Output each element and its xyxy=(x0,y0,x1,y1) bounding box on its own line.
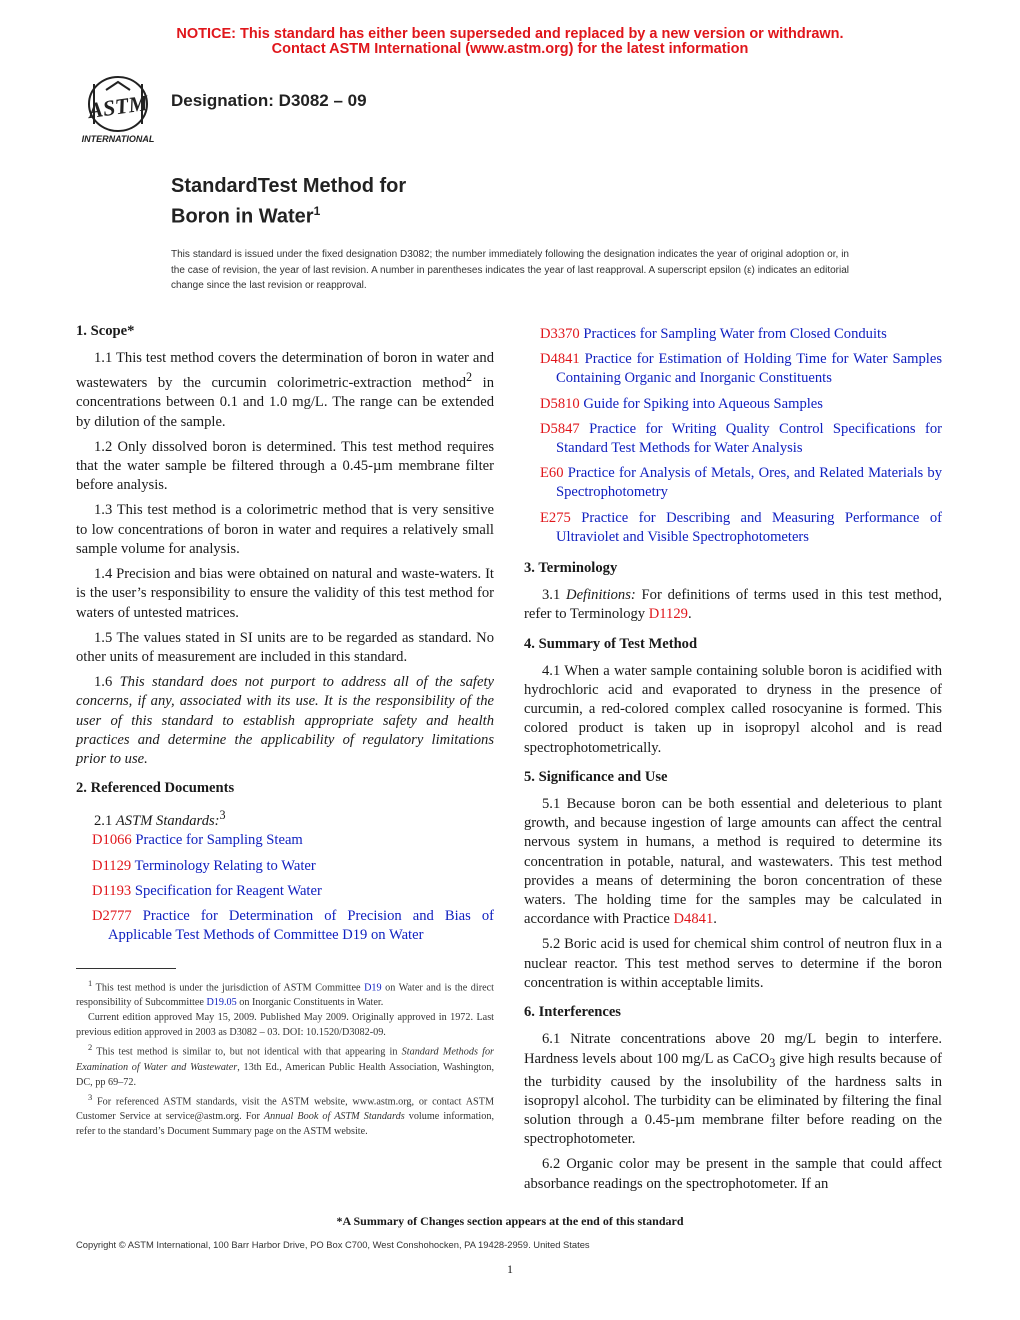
footnotes xyxy=(76,976,494,1139)
footnote-1: $^1$ This test method is under the jurisdiction of ASTM Committee D19 on Water and is the direct responsibility of Subcommittee D19.05 on Inorganic Constituents in Water. xyxy=(76,978,494,1009)
section-summary-heading: 4. Summary of Test Method xyxy=(524,635,698,652)
document-title xyxy=(171,174,406,230)
left-column xyxy=(76,322,494,951)
footnote-2: $^2$ This test method is similar to, but not identical with that appearing in Standard Methods for Examination of Water and Wastewater, 13th Ed., American Public Health Association, Washington, DC, pp 69–72. xyxy=(76,1042,495,1088)
svg-text:ASTM: ASTM xyxy=(86,89,150,124)
designation: Designation: D3082 – 09 xyxy=(171,91,367,110)
svg-text:INTERNATIONAL: INTERNATIONAL xyxy=(81,134,155,144)
title-line-1: StandardTest Method for xyxy=(171,175,407,197)
ref-item[interactable]: D1193 Specification for Reagent Water xyxy=(92,882,322,899)
para-3-1: 3.1 Definitions: For definitions of terms used in this test method, refer to Terminology D1129. xyxy=(524,587,942,623)
footnote-divider xyxy=(76,968,176,969)
para-1-5: 1.5 The values stated in SI units are to be regarded as standard. No other units of measurement are included in this standard. xyxy=(76,629,494,665)
notice-line-2: Contact ASTM International (www.astm.org) for the latest information xyxy=(271,41,749,57)
para-1-2: 1.2 Only dissolved boron is determined. This test method requires that the water sample be filtered through a 0.45-µm membrane filter before analysis. xyxy=(76,438,494,494)
para-2-1: 2.1 ASTM Standards:$^3$ xyxy=(94,808,226,830)
ref-item[interactable]: D2777 Practice for Determination of Precision and Bias of Applicable Test Methods of Committee D19 on Water xyxy=(92,908,494,944)
para-5-1: 5.1 Because boron can be both essential and deleterious to plant growth, and because ingestion of large amounts can affect the central nervous system in humans, a method is required to determine its concentration in potable, natural, and wastewaters. This test method provides a means of determining the boron concentration of these waters. The holding time for the samples may be calculated in accordance with Practice D4841. xyxy=(524,796,942,928)
standard-abstract: This standard is issued under the fixed designation D3082; the number immediately following the designation indicates the year of original adoption or, in the case of revision, the year of last revision. A number in parentheses indicates the year of last reapproval. A superscript epsilon (ε) indicates an editorial change since the last revision or reapproval. xyxy=(171,249,849,291)
section-scope-heading: 1. Scope* xyxy=(76,323,135,339)
ref-item[interactable]: D5810 Guide for Spiking into Aqueous Samples xyxy=(540,395,823,412)
section-referenced-heading: 2. Referenced Documents xyxy=(76,780,235,797)
right-column xyxy=(524,325,942,1200)
footnote-1-edition: Current edition approved May 15, 2009. Published May 2009. Originally approved in 1972. Last previous edition approved in 2003 as D3082 – 03. DOI: 10.1520/D3082-09. xyxy=(76,1012,494,1039)
para-4-1: 4.1 When a water sample containing soluble boron is acidified with hydrochloric acid and evaporated to dryness in the presence of curcumin, a red-colored complex called rosocyanine is formed. This colored product is taken up in isopropyl alcohol and is read spectrophotometrically. xyxy=(524,662,942,756)
para-1-1: 1.1 This test method covers the determination of boron in water and wastewaters by the curcumin colorimetric-extraction method$^2$ in concentrations between 0.1 and 1.0 mg/L. The range can be extended by dilution of the sample. xyxy=(76,350,494,430)
para-6-1: 6.1 Nitrate concentrations above 20 mg/L begin to interfere. Hardness levels about 100 mg/L as CaCO$_3$ give high results because of the turbidity caused by the insolubility of the hardness salts in isopropyl alcohol. The turbidity can be eliminated by filtering the final solution through a 0.45-µm membrane filter before reading on the spectrophotometer. xyxy=(524,1031,942,1148)
section-significance-heading: 5. Significance and Use xyxy=(524,768,668,785)
para-1-6: 1.6 This standard does not purport to address all of the safety concerns, if any, associated with its use. It is the responsibility of the user of this standard to establish appropriate safety and health practices and determine the applicability of regulatory limitations prior to use. xyxy=(76,674,494,767)
ref-item[interactable]: D5847 Practice for Writing Quality Control Specifications for Standard Test Methods for Water Analysis xyxy=(540,420,942,457)
para-1-4: 1.4 Precision and bias were obtained on natural and waste-waters. It is the user’s responsibility to ensure the validity of this test method for waters of untested matrices. xyxy=(76,566,494,621)
withdrawn-notice xyxy=(0,27,1020,57)
referenced-list-left xyxy=(76,831,494,945)
ref-item[interactable]: D1129 Terminology Relating to Water xyxy=(92,857,316,874)
ref-item[interactable]: E60 Practice for Analysis of Metals, Ores, and Related Materials by Spectrophotometry xyxy=(540,465,942,501)
section-terminology-heading: 3. Terminology xyxy=(524,560,618,577)
copyright-line: Copyright © ASTM International, 100 Barr Harbor Drive, PO Box C700, West Conshohocken, PA 19428-2959. United States xyxy=(76,1239,590,1250)
ref-item[interactable]: D3370 Practices for Sampling Water from Closed Conduits xyxy=(540,326,887,342)
ref-item[interactable]: E275 Practice for Describing and Measuring Performance of Ultraviolet and Visible Spectrophotometers xyxy=(540,509,942,545)
referenced-list-right xyxy=(524,325,942,547)
para-6-2: 6.2 Organic color may be present in the sample that could affect absorbance readings on the spectrophotometer. If an xyxy=(524,1156,942,1192)
ref-item[interactable]: D4841 Practice for Estimation of Holding Time for Water Samples Containing Organic and Inorganic Constituents xyxy=(540,351,942,387)
footnote-link-d19[interactable]: D19 xyxy=(364,982,382,994)
title-line-2: Boron in Water$^1$ xyxy=(171,204,321,228)
page-number: 1 xyxy=(507,1262,513,1276)
title-footnote-ref[interactable]: 1 xyxy=(313,204,321,218)
section-interferences-heading: 6. Interferences xyxy=(524,1004,621,1021)
significance-link-d4841[interactable]: D4841 xyxy=(673,911,714,928)
footnote-3: $^3$ For referenced ASTM standards, visit the ASTM website, www.astm.org, or contact ASTM Customer Service at service@astm.org. For Annual Book of ASTM Standards volume information, refer to the standard’s Document Summary page on the ASTM website. xyxy=(76,1091,494,1138)
notice-line-1: NOTICE: This standard has either been superseded and replaced by a new version or withdrawn. xyxy=(176,26,844,42)
para-1-3: 1.3 This test method is a colorimetric method that is very sensitive to low concentrations of boron in water and requires a relatively small sample volume for analysis. xyxy=(76,502,494,557)
astm-international-logo-icon xyxy=(74,76,162,146)
footnote-link-d19-05[interactable]: D19.05 xyxy=(206,997,237,1009)
summary-of-changes-note: *A Summary of Changes section appears at the end of this standard xyxy=(336,1214,684,1228)
ref-item[interactable]: D1066 Practice for Sampling Steam xyxy=(92,832,303,849)
terminology-link-d1129[interactable]: D1129 xyxy=(648,606,688,623)
para-5-2: 5.2 Boric acid is used for chemical shim control of neutron flux in a nuclear reactor. This test method serves to determine if the boron concentration is within acceptable limits. xyxy=(524,936,942,991)
